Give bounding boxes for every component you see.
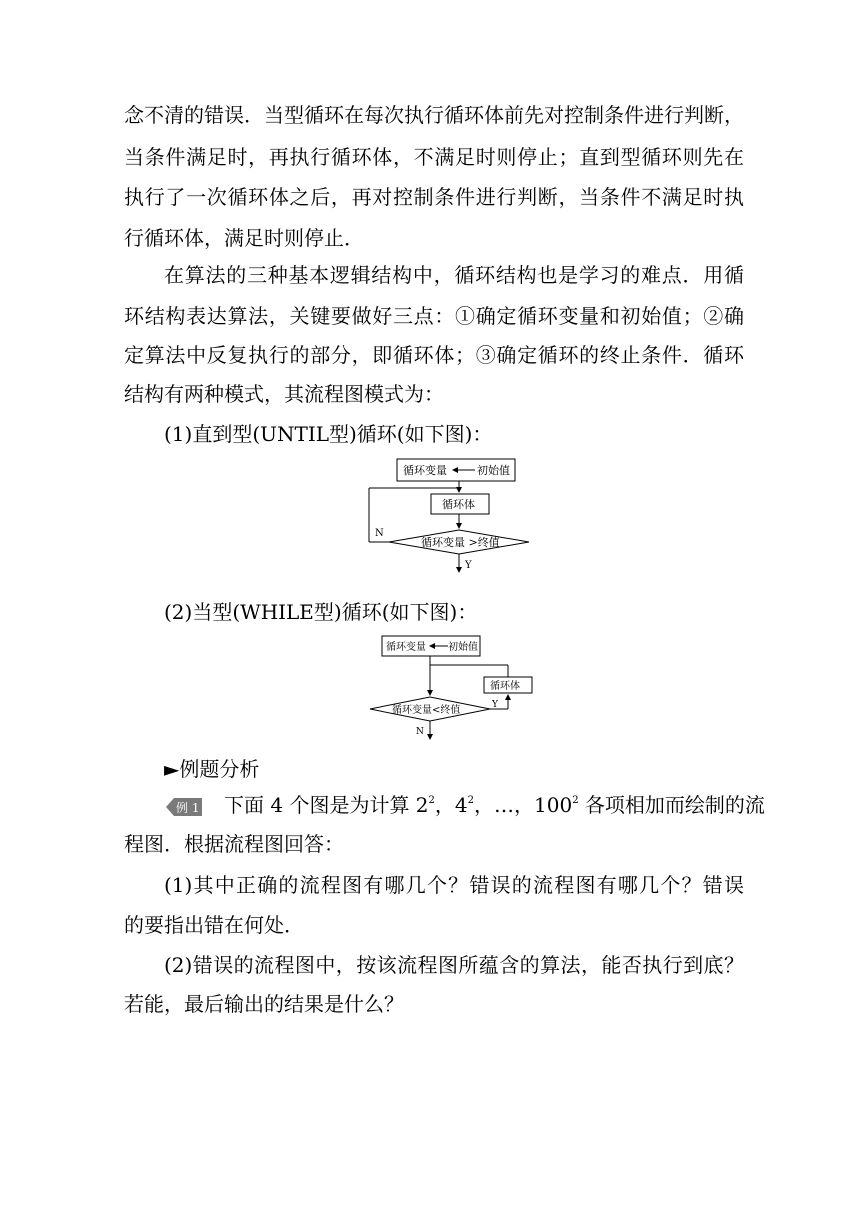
example-1-line-2: 程图．根据流程图回答：: [124, 832, 344, 856]
paragraph-1-line-1: 念不清的错误．当型循环在每次执行循环体前先对控制条件进行判断，: [124, 103, 744, 127]
while-loop-flowchart: [368, 633, 538, 743]
paragraph-1-line-4: 行循环体，满足时则停止．: [124, 226, 364, 250]
while-yes-label: Y: [492, 700, 498, 710]
until-condition-label: 循环变量 >终值: [421, 536, 500, 549]
until-init-value: 初始值: [477, 464, 510, 477]
question-2-line-1: (2)错误的流程图中，按该流程图所蕴含的算法，能否执行到底？: [164, 953, 744, 977]
while-condition-label: 循环变量<终值: [392, 705, 461, 716]
example-1-line-1: [164, 791, 765, 819]
paragraph-1-line-3: 执行了一次循环体之后，再对控制条件进行判断，当条件不满足时执: [124, 185, 744, 209]
paragraph-2-line-1: 在算法的三种基本逻辑结构中，循环结构也是学习的难点．用循: [164, 263, 744, 287]
example-badge-icon: [164, 796, 204, 818]
example-text-mid-2: ，…，100: [474, 793, 573, 817]
example-sup-3: 2: [572, 795, 579, 806]
until-no-label: N: [375, 528, 384, 539]
paragraph-2-line-2: 环结构表达算法，关键要做好三点：①确定循环变量和初始值；②确: [124, 304, 744, 328]
while-init-label: 循环变量: [386, 642, 426, 653]
until-init-label: 循环变量: [403, 464, 447, 477]
while-loop-heading: (2)当型(WHILE型)循环(如下图)：: [164, 600, 478, 624]
until-loop-flowchart: [365, 456, 535, 576]
paragraph-2-line-3: 定算法中反复执行的部分，即循环体；③确定循环的终止条件．循环: [124, 343, 744, 367]
question-2-line-2: 若能，最后输出的结果是什么？: [124, 992, 404, 1016]
while-body-label: 循环体: [490, 681, 520, 692]
while-no-label: N: [416, 727, 424, 737]
until-yes-label: Y: [465, 560, 472, 571]
example-text-after: 各项相加而绘制的流: [578, 793, 765, 817]
example-text-mid-1: ，4: [434, 793, 468, 817]
section-title: ►例题分析: [164, 757, 260, 781]
question-1-line-1: (1)其中正确的流程图有哪几个？错误的流程图有哪几个？错误: [164, 873, 744, 897]
example-sup-2: 2: [467, 795, 475, 806]
question-1-line-2: 的要指出错在何处．: [124, 913, 304, 937]
example-badge-label: 例 1: [176, 800, 200, 815]
paragraph-1-line-2: 当条件满足时，再执行循环体，不满足时则停止；直到型循环则先在: [124, 145, 744, 169]
while-init-value: 初始值: [448, 642, 478, 653]
until-loop-heading: (1)直到型(UNTIL型)循环(如下图)：: [164, 422, 493, 446]
until-body-label: 循环体: [442, 498, 475, 511]
example-sup-1: 2: [428, 795, 435, 806]
paragraph-2-line-4: 结构有两种模式，其流程图模式为：: [124, 382, 444, 406]
example-text-before: 下面 4 个图是为计算 2: [224, 793, 429, 817]
